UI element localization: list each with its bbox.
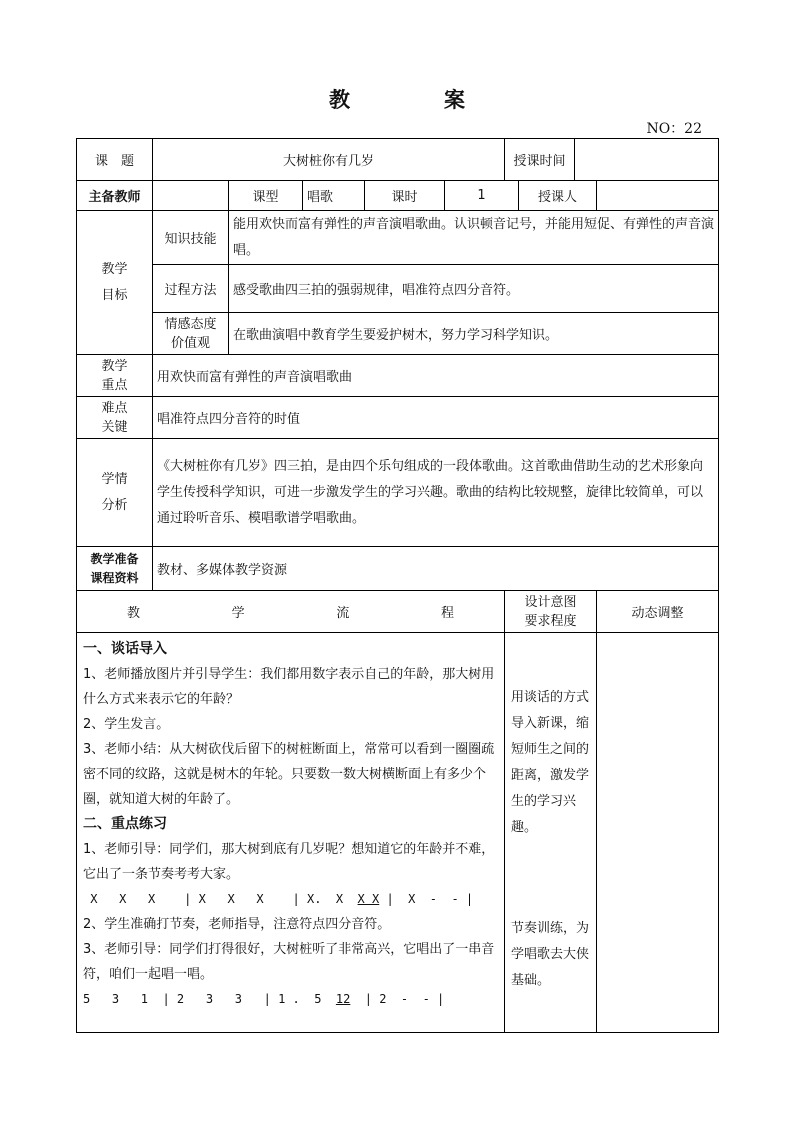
section-intro-title: 一、谈话导入 (83, 641, 167, 657)
adjust-header: 动态调整 (597, 591, 719, 633)
process-step: 1、老师播放图片并引导学生：我们都用数字表示自己的年龄，那大树用什么方式来表示它的年龄？ (83, 667, 495, 707)
intent-header: 设计意图 要求程度 (505, 591, 597, 633)
teacher-value[interactable] (153, 181, 229, 211)
title-char-left: 教 (329, 87, 350, 112)
title-char-right: 案 (444, 87, 465, 112)
topic-value: 大树桩你有几岁 (153, 139, 505, 181)
difficulty-label: 难点 关键 (77, 397, 153, 439)
process-step: 3、老师引导：同学们打得很好，大树桩听了非常高兴，它唱出了一串音符，咱们一起唱一唱。 (83, 942, 495, 982)
goal-attitude-label: 情感态度 价值观 (153, 313, 229, 355)
process-step: 3、老师小结：从大树砍伐后留下的树桩断面上，常常可以看到一圈圈疏密不同的纹路，这就是树木的年轮。只要数一数大树横断面上有多少个圈，就知道大树的年龄了。 (83, 742, 495, 807)
goal-knowledge-text: 能用欢快而富有弹性的声音演唱歌曲。认识顿音记号，并能用短促、有弹性的声音演唱。 (229, 211, 719, 265)
flow-char-2: 学 (231, 606, 245, 621)
key-points-text: 用欢快而富有弹性的声音演唱歌曲 (153, 355, 719, 397)
materials-text: 教材、多媒体教学资源 (153, 547, 719, 591)
flow-title (77, 591, 505, 633)
key-points-label: 教学 重点 (77, 355, 153, 397)
time-value[interactable] (575, 139, 719, 181)
process-content (77, 633, 505, 1033)
process-step: 2、学生发言。 (83, 717, 170, 732)
goal-knowledge-label: 知识技能 (153, 211, 229, 265)
analysis-label: 学情 分析 (77, 439, 153, 547)
hours-value: 1 (445, 181, 519, 211)
time-label: 授课时间 (505, 139, 575, 181)
type-label: 课型 (229, 181, 303, 211)
adjust-content[interactable] (597, 633, 719, 1033)
analysis-text: 《大树桩你有几岁》四三拍，是由四个乐句组成的一段体歌曲。这首歌曲借助生动的艺术形象向学生传授科学知识，可进一步激发学生的学习兴趣。歌曲的结构比较规整，旋律比较简单，可以通过聆听音乐、模唱歌谱学唱歌曲。 (153, 439, 719, 547)
rhythm-notation: X X X | X X X | X. X X X | X - - | (83, 892, 474, 906)
document-number: NO：22 (646, 121, 702, 137)
intent-practice: 节奏训练，为学唱歌去大侠基础。 (511, 921, 590, 988)
type-value: 唱歌 (303, 181, 365, 211)
topic-label: 课 题 (77, 139, 153, 181)
difficulty-text: 唱准符点四分音符的时值 (153, 397, 719, 439)
flow-char-1: 教 (127, 606, 141, 621)
intent-intro: 用谈话的方式导入新课，缩短师生之间的距离，激发学生的学习兴趣。 (511, 690, 590, 835)
goal-process-text: 感受歌曲四三拍的强弱规律，唱准符点四分音符。 (229, 265, 719, 313)
lecturer-value[interactable] (597, 181, 719, 211)
lesson-plan-table (76, 138, 719, 1033)
goal-process-label: 过程方法 (153, 265, 229, 313)
section-practice-title: 二、重点练习 (83, 816, 167, 832)
process-step: 1、老师引导：同学们，那大树到底有几岁呢？想知道它的年龄并不难，它出了一条节奏考考大家。 (83, 842, 495, 882)
lecturer-label: 授课人 (519, 181, 597, 211)
document-title (0, 84, 794, 114)
materials-label: 教学准备 课程资料 (77, 547, 153, 591)
intent-content (505, 633, 597, 1033)
flow-char-3: 流 (336, 606, 350, 621)
goals-label: 教学 目标 (77, 211, 153, 355)
process-step: 2、学生准确打节奏，老师指导，注意符点四分音符。 (83, 917, 391, 932)
hours-label: 课时 (365, 181, 445, 211)
teacher-label: 主备教师 (77, 181, 153, 211)
melody-notation: 5 3 1 | 2 3 3 | 1 . 5 12 | 2 - - | (83, 992, 445, 1006)
flow-char-4: 程 (440, 606, 454, 621)
goal-attitude-text: 在歌曲演唱中教育学生要爱护树木，努力学习科学知识。 (229, 313, 719, 355)
